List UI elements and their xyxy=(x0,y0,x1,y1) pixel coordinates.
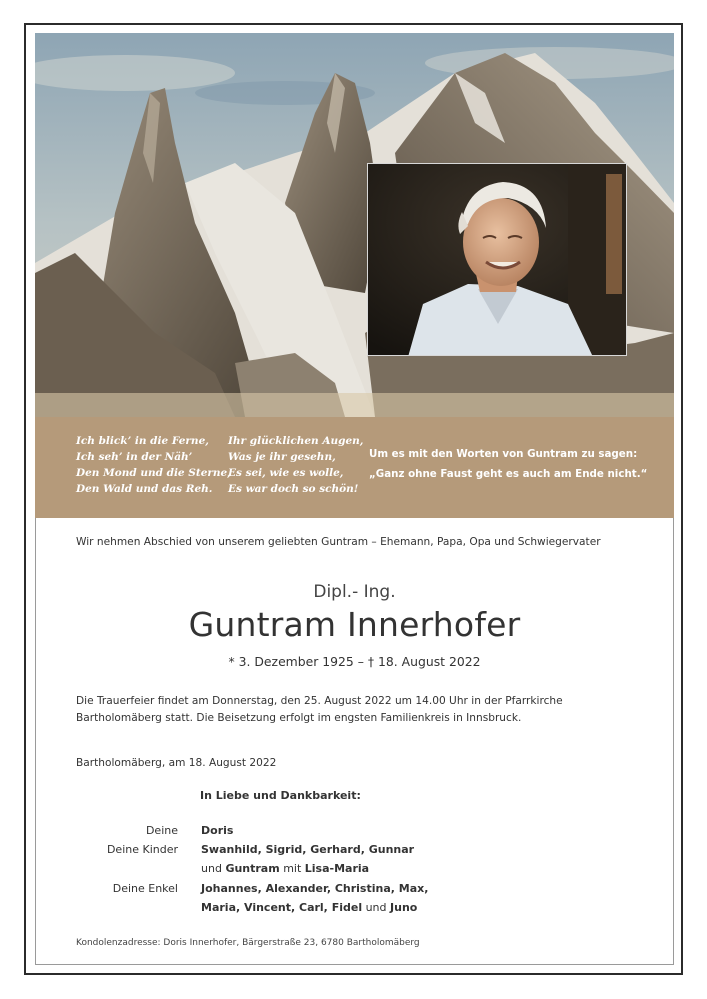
and-word: und xyxy=(201,862,226,875)
poem-line: Es war doch so schön! xyxy=(228,483,359,495)
children-line-2 xyxy=(201,862,369,875)
wife-label: Deine xyxy=(145,824,178,837)
with-word: mit xyxy=(279,862,305,875)
poem-left xyxy=(76,433,231,497)
quote-line: Um es mit den Worten von Guntram zu sagen: xyxy=(369,448,638,460)
grandchildren-line-1: Johannes, Alexander, Christina, Max, xyxy=(201,882,429,895)
poem-line: Ich blick’ in die Ferne, xyxy=(76,435,209,447)
poem-line: Es sei, wie es wolle, xyxy=(228,467,344,479)
thanks-heading: In Liebe und Dankbarkeit: xyxy=(200,789,361,802)
poem-line: Ihr glücklichen Augen, xyxy=(228,435,364,447)
grandchild-name: Juno xyxy=(390,901,418,914)
guntram-quote xyxy=(369,444,647,484)
poem-line: Was je ihr gesehn, xyxy=(228,451,336,463)
condolence-address: Kondolenzadresse: Doris Innerhofer, Bärgerstraße 23, 6780 Bartholomäberg xyxy=(76,938,420,948)
poem-right xyxy=(228,433,363,497)
deceased-name: Guntram Innerhofer xyxy=(188,605,521,644)
wife-name: Doris xyxy=(201,824,234,837)
children-label: Deine Kinder xyxy=(106,843,178,856)
quote-band xyxy=(35,417,674,518)
partner-name: Lisa-Maria xyxy=(304,862,370,875)
child-name: Guntram xyxy=(225,862,280,875)
poem-line: Den Wald und das Reh. xyxy=(76,483,213,495)
grandchildren-line-2 xyxy=(201,901,417,914)
poem-line: Ich seh’ in der Näh’ xyxy=(76,451,193,463)
intro-text: Wir nehmen Abschied von unserem geliebten Guntram – Ehemann, Papa, Opa und Schwiegervater xyxy=(76,536,601,548)
and-word: und xyxy=(362,901,391,914)
children-line-1: Swanhild, Sigrid, Gerhard, Gunnar xyxy=(201,843,415,856)
quote-line: „Ganz ohne Faust geht es auch am Ende nicht.“ xyxy=(369,468,648,480)
funeral-line: Die Trauerfeier findet am Donnerstag, den 25. August 2022 um 14.00 Uhr in der Pfarrkirche xyxy=(76,695,563,707)
portrait-photo xyxy=(367,163,627,356)
life-dates: * 3. Dezember 1925 – † 18. August 2022 xyxy=(228,654,481,669)
funeral-line: Bartholomäberg statt. Die Beisetzung erfolgt im engsten Familienkreis in Innsbruck. xyxy=(76,712,522,724)
place-date: Bartholomäberg, am 18. August 2022 xyxy=(76,757,277,769)
poem-line: Den Mond und die Sterne, xyxy=(76,467,231,479)
funeral-info xyxy=(76,693,563,727)
grandchild-names: Maria, Vincent, Carl, Fidel xyxy=(201,901,363,914)
academic-title: Dipl.- Ing. xyxy=(313,582,396,602)
grandchildren-label: Deine Enkel xyxy=(112,882,178,895)
